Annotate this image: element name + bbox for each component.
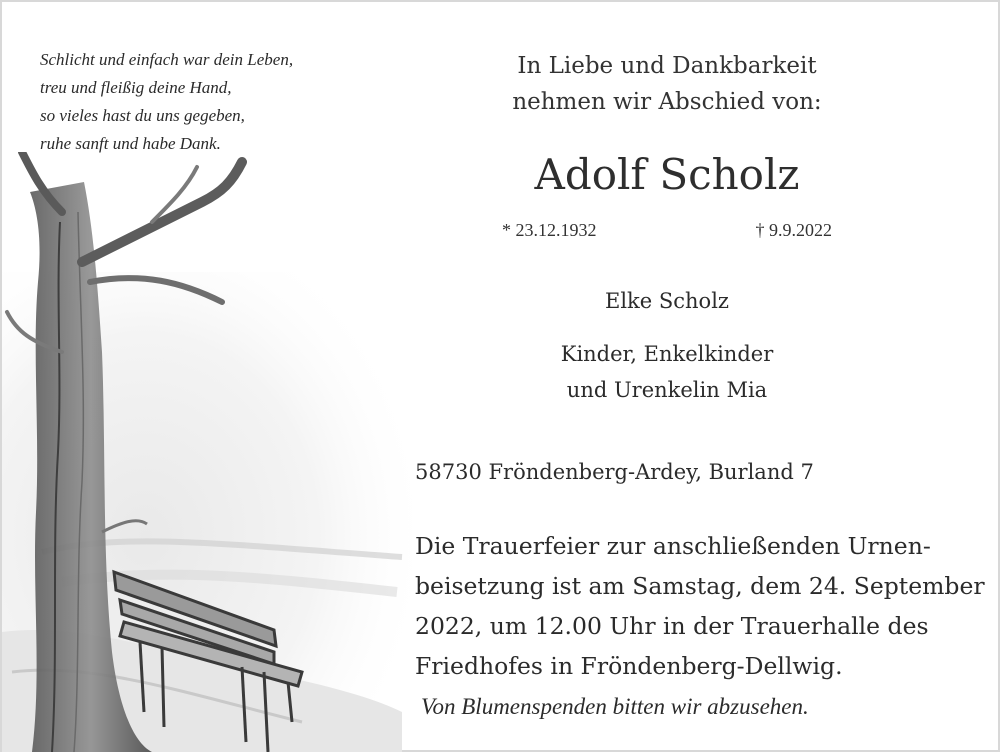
poem-line-4: ruhe sanft und habe Dank. [40,134,221,153]
poem-verse [40,46,400,158]
mourner-spouse: Elke Scholz [605,289,729,313]
mourner-family-line-1: Kinder, Enkelkinder [560,342,774,366]
birth-date: * 23.12.1932 [502,220,597,240]
service-line-4: Friedhofes in Fröndenberg-Dellwig. [415,652,843,680]
life-dates [502,220,832,241]
tree-and-bench-illustration [2,152,412,752]
service-line-3: 2022, um 12.00 Uhr in der Trauerhalle des [415,612,929,640]
poem-line-1: Schlicht und einfach war dein Leben, [40,50,294,69]
mourner-family-line-2: und Urenkelin Mia [566,378,768,402]
poem-line-3: so vieles hast du uns gegeben, [40,106,245,125]
intro-line-1: In Liebe und Dankbarkeit [517,53,817,79]
deceased-name: Adolf Scholz [534,150,800,199]
service-line-2: beisetzung ist am Samstag, dem 24. September [415,572,985,600]
intro-line-2: nehmen wir Abschied von: [512,89,822,115]
mourners [442,284,892,408]
funeral-service-info [415,526,995,686]
intro-text [442,48,892,120]
service-line-1: Die Trauerfeier zur anschließenden Urnen- [415,532,931,560]
family-address: 58730 Fröndenberg-Ardey, Burland 7 [415,460,814,484]
death-date: † 9.9.2022 [755,220,832,240]
flowers-note: Von Blumenspenden bitten wir abzusehen. [421,694,809,719]
poem-line-2: treu und fleißig deine Hand, [40,78,232,97]
